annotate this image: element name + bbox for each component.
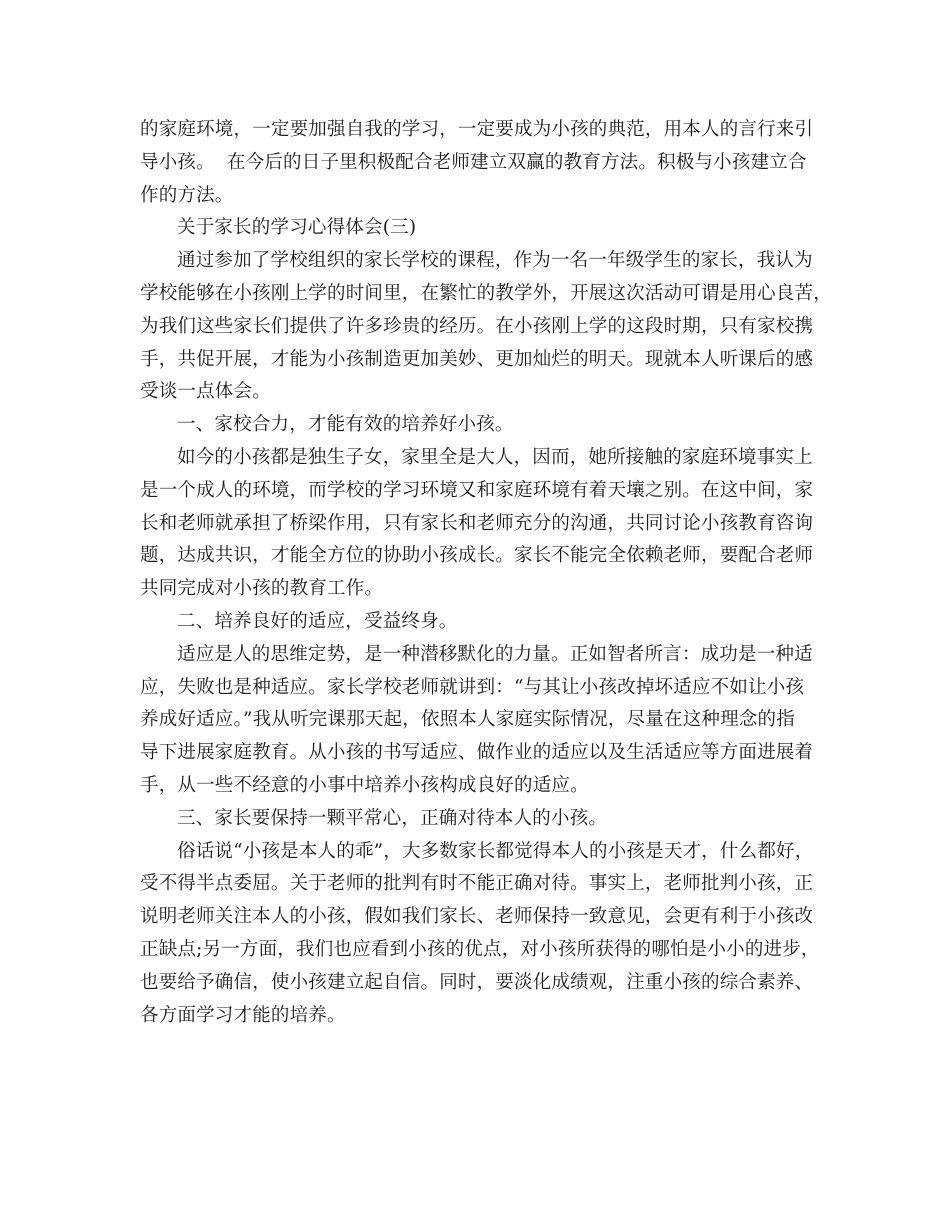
text-line: 题，达成共识，才能全方位的协助小孩成长。家长不能完全依赖老师，要配合老师 — [140, 545, 814, 567]
text-line: 长和老师就承担了桥梁作用，只有家长和老师充分的沟通，共同讨论小孩教育咨询 — [140, 512, 814, 534]
text-line: 关于家长的学习心得体会(三) — [177, 217, 417, 239]
text-line: 应，失败也是种适应。家长学校老师就讲到：“与其让小孩改掉坏适应不如让小孩 — [140, 676, 805, 698]
text-line: 受谈一点体会。 — [140, 381, 271, 403]
text-line: 共同完成对小孩的教育工作。 — [140, 578, 384, 600]
text-line: 说明老师关注本人的小孩，假如我们家长、老师保持一致意见，会更有利于小孩改 — [140, 906, 814, 928]
text-line: 是一个成人的环境，而学校的学习环境又和家庭环境有着天壤之别。在这中间，家 — [140, 479, 814, 501]
text-line: 的家庭环境，一定要加强自我的学习，一定要成为小孩的典范，用本人的言行来引 — [140, 119, 814, 140]
text-line: 手，共促开展，才能为小孩制造更加美妙、更加灿烂的明天。现就本人听课后的感 — [140, 348, 814, 370]
text-line: 也要给予确信，使小孩建立起自信。同时，要淡化成绩观，注重小孩的综合素养、 — [140, 971, 814, 993]
text-line: 手，从一些不经意的小事中培养小孩构成良好的适应。 — [140, 774, 589, 796]
text-line: 养成好适应。”我从听完课那天起，依照本人家庭实际情况，尽量在这种理念的指 — [140, 709, 795, 731]
document-body — [140, 114, 832, 1032]
text-line: 导小孩。 在今后的日子里积极配合老师建立双赢的教育方法。积极与小孩建立合 — [140, 151, 807, 173]
text-line: 如今的小孩都是独生子女，家里全是大人，因而，她所接触的家庭环境事实上 — [177, 446, 813, 468]
text-line: 二、培养良好的适应，受益终身。 — [177, 610, 458, 632]
text-line: 三、家长要保持一颗平常心，正确对待本人的小孩。 — [177, 807, 608, 829]
text-line: 正缺点;另一方面，我们也应看到小孩的优点，对小孩所获得的哪怕是小小的进步， — [140, 938, 820, 960]
text-line: 俗话说“小孩是本人的乖”，大多数家长都觉得本人的小孩是天才，什么都好， — [177, 840, 814, 862]
text-line: 学校能够在小孩刚上学的时间里，在繁忙的教学外，开展这次活动可谓是用心良苦， — [140, 282, 832, 304]
text-line: 适应是人的思维定势，是一种潜移默化的力量。正如智者所言：成功是一种适 — [177, 643, 813, 665]
text-line: 各方面学习才能的培养。 — [140, 1004, 346, 1026]
text-line: 受不得半点委屈。关于老师的批判有时不能正确对待。事实上，老师批判小孩，正 — [140, 873, 814, 895]
text-line: 一、家校合力，才能有效的培养好小孩。 — [177, 414, 514, 436]
text-line: 为我们这些家长们提供了许多珍贵的经历。在小孩刚上学的这段时期，只有家校携 — [140, 315, 814, 337]
text-line: 作的方法。 — [140, 184, 234, 206]
text-line: 导下进展家庭教育。从小孩的书写适应、做作业的适应以及生活适应等方面进展着 — [140, 742, 814, 764]
text-line: 通过参加了学校组织的家长学校的课程，作为一名一年级学生的家长，我认为 — [177, 250, 813, 272]
